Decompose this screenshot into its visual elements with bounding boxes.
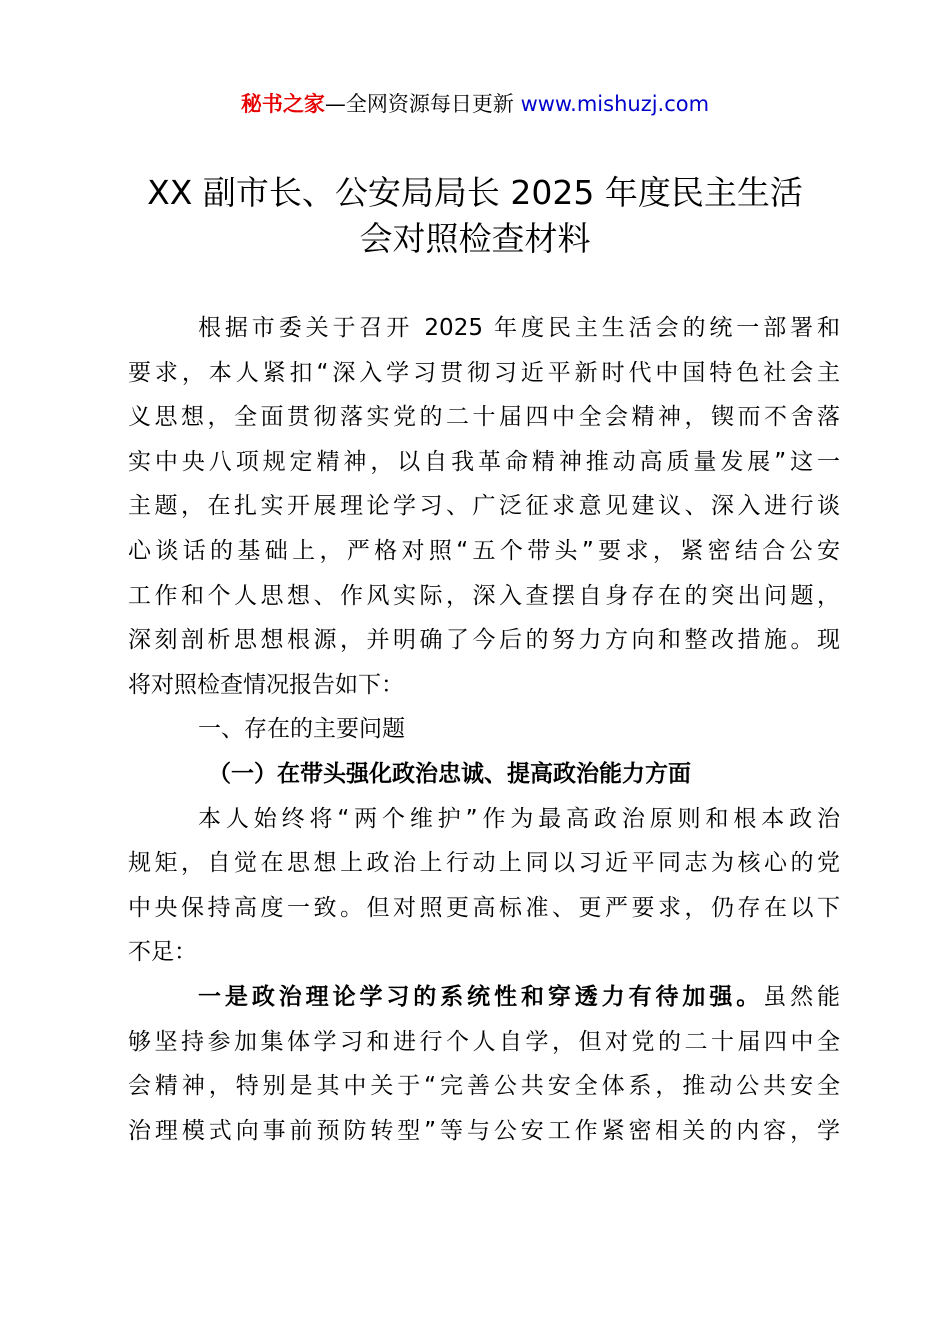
paragraph-line: 主题，在扎实开展理论学习、广泛征求意见建议、深入进行谈 [128, 493, 840, 520]
document-title [100, 170, 850, 262]
paragraph-line: 中央保持高度一致。但对照更高标准、更严要求，仍存在以下 [128, 894, 840, 921]
paragraph-line: 深刻剖析思想根源，并明确了今后的努力方向和整改措施。现 [128, 627, 840, 654]
site-header [0, 89, 950, 119]
point-heading: 一是政治理论学习的系统性和穿透力有待加强。 [198, 983, 764, 1010]
paragraph-line: 根据市委关于召开 2025 年度民主生活会的统一部署和 [198, 315, 840, 341]
paragraph-line: 义思想，全面贯彻落实党的二十届四中全会精神，锲而不舍落 [128, 404, 840, 431]
paragraph-line [128, 975, 840, 1020]
paragraph-line: 规矩，自觉在思想上政治上行动上同以习近平同志为核心的党 [128, 850, 840, 877]
site-url-link[interactable]: www.mishuzj.com [520, 92, 710, 116]
site-brand: 秘书之家 [240, 92, 325, 116]
point-text: 虽然能 [763, 983, 841, 1010]
title-line-1: XX 副市长、公安局局长 2025 年度民主生活 [147, 173, 803, 212]
document-body [128, 306, 840, 1153]
header-tagline: —全网资源每日更新 [324, 92, 521, 116]
paragraph-line: 治理模式向事前预防转型”等与公安工作紧密相关的内容，学 [128, 1117, 840, 1144]
subsection-heading: （一）在带头强化政治忠诚、提高政治能力方面 [208, 760, 691, 787]
section-heading: 一、存在的主要问题 [198, 716, 405, 743]
paragraph-line: 本人始终将“两个维护”作为最高政治原则和根本政治 [198, 805, 840, 832]
title-line-2: 会对照检查材料 [359, 219, 591, 258]
paragraph-line: 心谈话的基础上，严格对照“五个带头”要求，紧密结合公安 [128, 537, 840, 564]
paragraph-line: 不足： [128, 939, 197, 966]
paragraph-line: 实中央八项规定精神，以自我革命精神推动高质量发展”这一 [128, 448, 840, 475]
paragraph-line: 会精神，特别是其中关于“完善公共安全体系，推动公共安全 [128, 1073, 840, 1100]
paragraph-line: 工作和个人思想、作风实际，深入查摆自身存在的突出问题， [128, 582, 840, 609]
paragraph-line: 够坚持参加集体学习和进行个人自学，但对党的二十届四中全 [128, 1028, 840, 1055]
paragraph-line: 将对照检查情况报告如下： [128, 671, 404, 698]
paragraph-line: 要求，本人紧扣“深入学习贯彻习近平新时代中国特色社会主 [128, 359, 840, 386]
